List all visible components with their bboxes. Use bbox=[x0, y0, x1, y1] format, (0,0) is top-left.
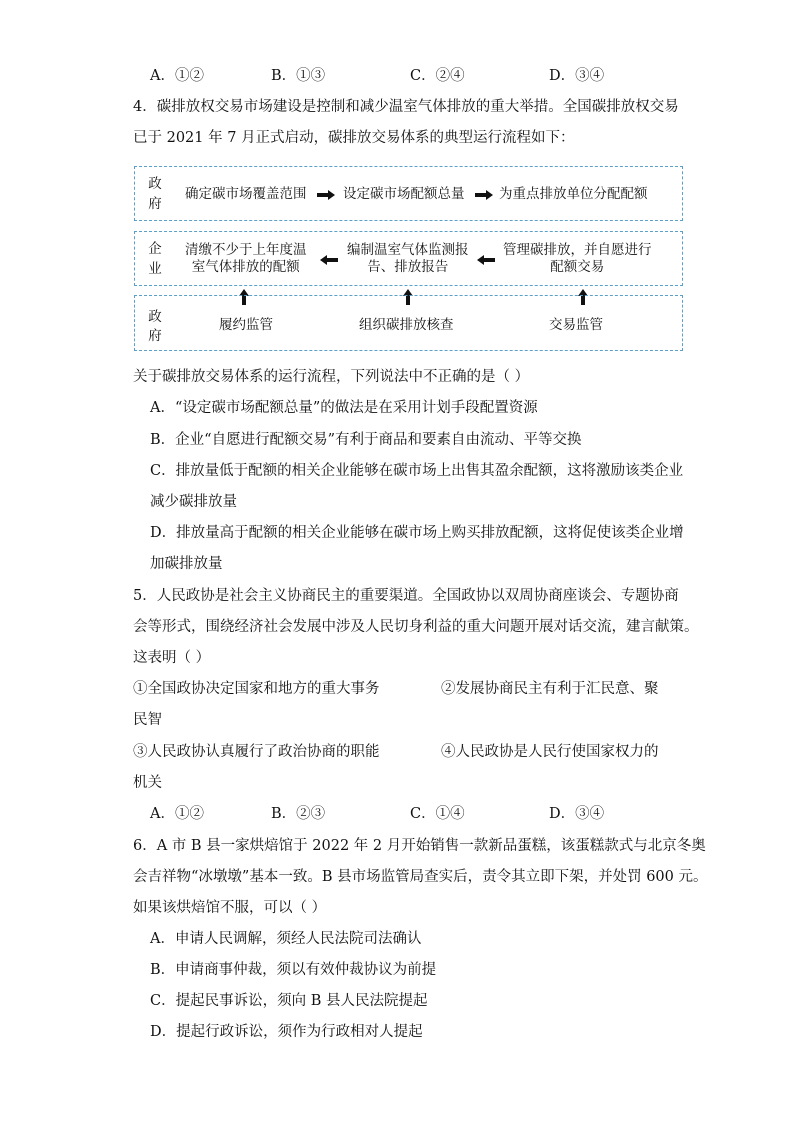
q5-option-b: B．②③ bbox=[271, 806, 326, 822]
q3-option-d: D．③④ bbox=[549, 68, 605, 84]
row1-side-label-1: 政 bbox=[148, 176, 162, 192]
q4-option-d-line1: D．排放量高于配额的相关企业能够在碳市场上购买排放配额，这将促使该类企业增 bbox=[150, 525, 684, 541]
q5-stem-line2: 会等形式，围绕经济社会发展中涉及人民切身利益的重大问题开展对话交流，建言献策。 bbox=[133, 619, 699, 635]
q4-question: 关于碳排放交易体系的运行流程，下列说法中不正确的是（ ） bbox=[133, 369, 530, 385]
diagram-row-government-top bbox=[134, 166, 683, 221]
q4-stem-line2: 已于 2021 年 7 月正式启动，碳排放交易体系的典型运行流程如下： bbox=[133, 130, 575, 146]
q6-option-c: C．提起民事诉讼，须向 B 县人民法院提起 bbox=[150, 993, 428, 1009]
q5-stem-line1: 5．人民政协是社会主义协商民主的重要渠道。全国政协以双周协商座谈会、专题协商 bbox=[133, 588, 679, 604]
arrow-left-icon bbox=[320, 255, 338, 265]
row2-side-label-1: 企 bbox=[148, 241, 162, 257]
q4-option-a: A．“设定碳市场配额总量”的做法是在采用计划手段配置资源 bbox=[150, 400, 538, 416]
q5-option-a: A．①② bbox=[150, 806, 204, 822]
row1-side-label-2: 府 bbox=[148, 196, 162, 212]
step-define-scope: 确定碳市场覆盖范围 bbox=[185, 186, 307, 202]
step-compile-report bbox=[347, 242, 469, 276]
arrow-right-icon bbox=[317, 190, 335, 200]
step-trading-supervision: 交易监管 bbox=[549, 317, 603, 333]
q5-item-2-line1: ②发展协商民主有利于汇民意、聚 bbox=[441, 681, 659, 697]
q4-option-d-line2: 加碳排放量 bbox=[150, 556, 223, 572]
row3-side-label-2: 府 bbox=[148, 328, 162, 344]
q6-option-a: A．申请人民调解，须经人民法院司法确认 bbox=[150, 931, 422, 947]
q5-option-d: D．③④ bbox=[549, 806, 605, 822]
q4-option-c-line2: 减少碳排放量 bbox=[150, 494, 237, 510]
q4-stem-line1: 4．碳排放权交易市场建设是控制和减少温室气体排放的重大举措。全国碳排放权交易 bbox=[133, 99, 679, 115]
arrow-left-icon bbox=[477, 255, 495, 265]
q3-option-b: B．①③ bbox=[271, 68, 326, 84]
step-surrender-quota-line1: 清缴不少于上年度温 bbox=[185, 242, 307, 258]
step-surrender-quota bbox=[185, 242, 307, 276]
arrow-right-icon bbox=[475, 190, 493, 200]
q5-stem-line3: 这表明（ ） bbox=[133, 650, 211, 666]
q6-option-b: B．申请商事仲裁，须以有效仲裁协议为前提 bbox=[150, 962, 437, 978]
q4-option-b: B．企业“自愿进行配额交易”有利于商品和要素自由流动、平等交换 bbox=[150, 432, 582, 448]
q6-stem-line1: 6．A 市 B 县一家烘焙馆于 2022 年 2 月开始销售一款新品蛋糕，该蛋糕款式与北京冬奥 bbox=[133, 838, 706, 854]
row3-side-label-1: 政 bbox=[148, 309, 162, 325]
diagram-row-enterprise bbox=[134, 231, 683, 286]
q5-option-c: C．①④ bbox=[410, 806, 465, 822]
step-emission-verification: 组织碳排放核查 bbox=[359, 317, 454, 333]
step-compile-report-line2: 告、排放报告 bbox=[367, 259, 449, 275]
q6-option-d: D．提起行政诉讼，须作为行政相对人提起 bbox=[150, 1024, 423, 1040]
q5-item-4-line1: ④人民政协是人民行使国家权力的 bbox=[441, 744, 659, 760]
q5-item-4-line2: 机关 bbox=[133, 775, 162, 791]
q6-stem-line2: 会吉祥物“冰墩墩”基本一致。B 县市场监管局查实后，责令其立即下架，并处罚 600 元。 bbox=[133, 869, 708, 885]
q5-item-3: ③人民政协认真履行了政治协商的职能 bbox=[133, 744, 380, 760]
diagram-row-government-bottom bbox=[134, 295, 683, 351]
row2-side-label-2: 业 bbox=[148, 261, 162, 277]
q4-option-c-line1: C．排放量低于配额的相关企业能够在碳市场上出售其盈余配额，这将激励该类企业 bbox=[150, 463, 684, 479]
step-allocate-quota: 为重点排放单位分配配额 bbox=[499, 186, 648, 202]
step-manage-emissions-line2: 配额交易 bbox=[550, 259, 605, 275]
step-manage-emissions bbox=[503, 242, 652, 276]
q5-item-2-line2: 民智 bbox=[133, 712, 162, 728]
q5-item-1: ①全国政协决定国家和地方的重大事务 bbox=[133, 681, 380, 697]
q3-option-a: A．①② bbox=[150, 68, 204, 84]
step-manage-emissions-line1: 管理碳排放，并自愿进行 bbox=[503, 242, 652, 258]
step-compile-report-line1: 编制温室气体监测报 bbox=[347, 242, 469, 258]
q6-stem-line3: 如果该烘焙馆不服，可以（ ） bbox=[133, 900, 327, 916]
step-surrender-quota-line2: 室气体排放的配额 bbox=[191, 259, 300, 275]
step-set-cap: 设定碳市场配额总量 bbox=[343, 186, 465, 202]
step-compliance-supervision: 履约监管 bbox=[219, 317, 273, 333]
q3-option-c: C．②④ bbox=[410, 68, 465, 84]
